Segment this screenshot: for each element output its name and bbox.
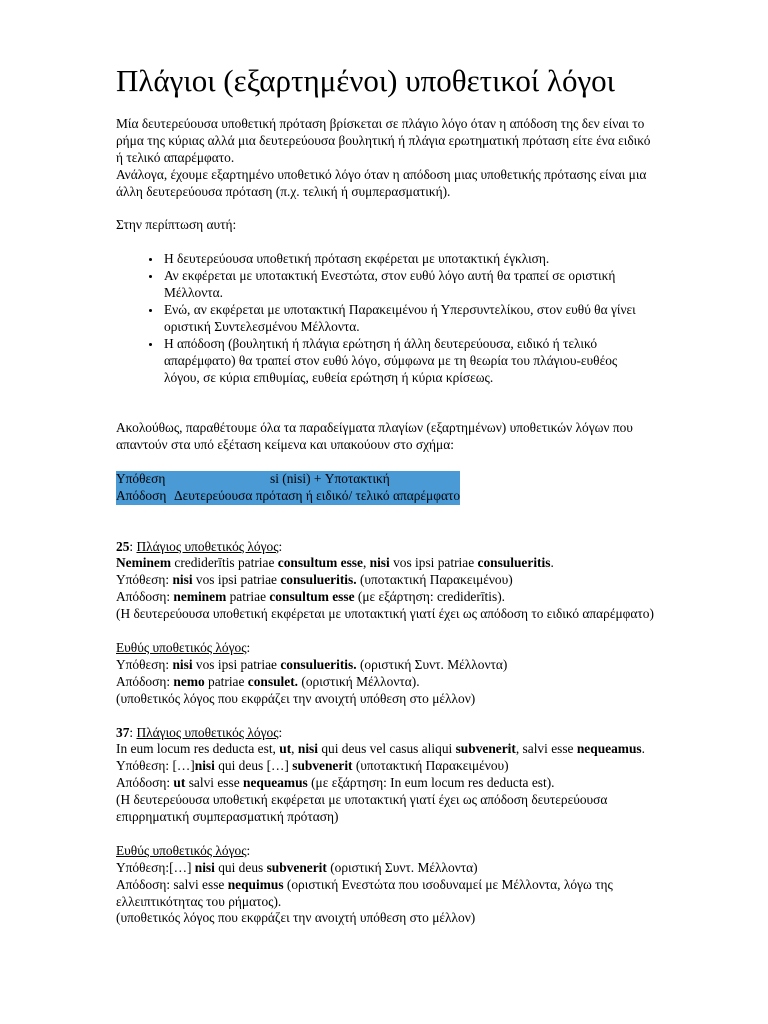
example-heading-text: Πλάγιος υποθετικός λόγος xyxy=(136,724,279,740)
latin-bold-term: nisi xyxy=(369,555,390,571)
example-text: (υποθετικός λόγος που εκφράζει την ανοιχτή υπόθεση στο μέλλον) xyxy=(116,910,476,926)
example-text: Υπόθεση:[…] xyxy=(116,859,195,875)
latin-bold-term: subvenerit xyxy=(455,741,516,757)
example-text: , xyxy=(362,555,370,571)
example-text: Απόδοση: xyxy=(116,673,174,689)
example-line xyxy=(116,691,656,708)
example-text: . xyxy=(641,741,645,757)
example-text: In eum locum res deducta est, xyxy=(116,741,280,757)
example-line xyxy=(116,555,656,572)
example-heading-colon: : xyxy=(278,538,283,554)
scheme-label: Απόδοση xyxy=(116,487,167,503)
spacer xyxy=(116,826,656,843)
example-heading xyxy=(116,539,656,556)
scheme-table xyxy=(116,471,460,505)
example-line xyxy=(116,572,656,589)
example-text: Υπόθεση: xyxy=(116,656,173,672)
latin-bold-term: nequeamus xyxy=(243,775,308,791)
example-heading xyxy=(116,843,656,860)
latin-bold-term: nisi xyxy=(194,859,215,875)
example-text: Απόδοση: xyxy=(116,775,174,791)
example-line xyxy=(116,758,656,775)
latin-bold-term: Neminem xyxy=(116,555,172,571)
rule-item: • Η δευτερεύουσα υποθετική πρόταση εκφέρεται με υποτακτική έγκλιση. xyxy=(162,251,656,268)
example-text: . xyxy=(550,555,554,571)
example-heading-colon: : xyxy=(246,640,251,655)
spacer xyxy=(116,234,656,251)
example-text: qui deus vel casus aliqui xyxy=(317,741,456,757)
scheme-value: si (nisi) + Υποτακτική xyxy=(270,470,390,486)
followup-paragraph: Ακολούθως, παραθέτουμε όλα τα παραδείγματα πλαγίων (εξαρτημένων) υποθετικών λόγων που απαντούν στα υπό εξέταση κείμενα και υπακούουν στο σχήμα: xyxy=(116,420,633,453)
example-text: crediderītis patriae xyxy=(171,555,278,571)
example-text: (οριστική Συντ. Μέλλοντα) xyxy=(356,656,508,672)
example-text: vos ipsi patriae xyxy=(192,572,281,588)
example-text: Υπόθεση: xyxy=(116,572,173,588)
example-line xyxy=(116,741,656,758)
example-text: salvi esse xyxy=(185,775,243,791)
spacer xyxy=(116,201,656,218)
example-line xyxy=(116,589,656,606)
latin-bold-term: nequimus xyxy=(227,876,284,892)
latin-bold-term: ut xyxy=(173,775,186,791)
example-number: 25 xyxy=(116,538,130,554)
example-text: (υποθετικός λόγος που εκφράζει την ανοιχτή υπόθεση στο μέλλον) xyxy=(116,690,476,706)
example-text: Υπόθεση: […] xyxy=(116,758,195,774)
example-number: 37 xyxy=(116,724,130,740)
scheme-row-hypothesis xyxy=(116,471,460,488)
example-line xyxy=(116,775,656,792)
latin-bold-term: consulet. xyxy=(247,673,299,689)
rule-item: • Ενώ, αν εκφέρεται με υποτακτική Παρακειμένου ή Υπερσυντελίκου, στον ευθύ θα γίνει οριστική Συντελεσμένου Μέλλοντα. xyxy=(162,302,656,336)
latin-bold-term: nisi xyxy=(297,741,318,757)
example-number-separator: : xyxy=(129,724,137,740)
latin-bold-term: consulueritis. xyxy=(280,656,357,672)
example-heading-colon: : xyxy=(246,842,251,858)
latin-bold-term: consulueritis xyxy=(477,555,551,571)
page-title: Πλάγιοι (εξαρτημένοι) υποθετικοί λόγοι xyxy=(116,63,616,98)
example-block xyxy=(116,843,656,928)
intro-paragraph-2: Ανάλογα, έχουμε εξαρτημένο υποθετικό λόγο όταν η απόδοση μιας υποθετικής πρότασης είναι μια άλλη δευτερεύουσα πρόταση (π.χ. τελική ή συμπερασματική). xyxy=(116,166,647,199)
latin-bold-term: nisi xyxy=(172,572,193,588)
example-text: (οριστική Συντ. Μέλλοντα) xyxy=(326,859,478,875)
example-block xyxy=(116,725,656,826)
example-line xyxy=(116,877,656,911)
example-text: Απόδοση: salvi esse xyxy=(116,876,228,892)
latin-bold-term: subvenerit xyxy=(266,859,327,875)
example-text: (Η δευτερεύουσα υποθετική εκφέρεται με υποτακτική γιατί έχει ως απόδοση το ειδικό απαρέμφατο) xyxy=(116,606,654,622)
example-text: qui deus xyxy=(214,859,267,875)
example-line xyxy=(116,860,656,877)
example-text: (οριστική Ενεστώτα που ισοδυναμεί με Μέλλοντα, λόγω της ελλειπτικότητας του ρήματος). xyxy=(116,876,613,909)
rule-item: • Αν εκφέρεται με υποτακτική Ενεστώτα, στον ευθύ λόγο αυτή θα τραπεί σε οριστική Μέλλοντα. xyxy=(162,268,656,302)
example-line xyxy=(116,657,656,674)
example-text: patriae xyxy=(204,673,248,689)
latin-bold-term: subvenerit xyxy=(292,758,353,774)
example-block xyxy=(116,640,656,708)
intro-paragraph-3: Στην περίπτωση αυτή: xyxy=(116,217,237,233)
scheme-value: Δευτερεύουσα πρόταση ή ειδικό/ τελικό απαρέμφατο xyxy=(174,487,461,503)
latin-bold-term: consultum esse xyxy=(277,555,363,571)
spacer xyxy=(116,708,656,725)
example-line xyxy=(116,674,656,691)
example-heading xyxy=(116,640,656,657)
spacer xyxy=(116,386,656,420)
example-number-separator: : xyxy=(129,538,137,554)
spacer xyxy=(116,454,656,471)
example-text: Απόδοση: xyxy=(116,589,174,605)
example-text: , salvi esse xyxy=(515,741,577,757)
example-heading-text: Πλάγιος υποθετικός λόγος xyxy=(136,538,279,554)
example-text: (οριστική Μέλλοντα). xyxy=(298,673,420,689)
latin-bold-term: nemo xyxy=(173,673,205,689)
example-text: , xyxy=(291,741,298,757)
example-text: (υποτακτική Παρακειμένου) xyxy=(352,758,509,774)
example-block xyxy=(116,539,656,624)
latin-bold-term: ut xyxy=(279,741,292,757)
latin-bold-term: nequeamus xyxy=(576,741,642,757)
example-heading-colon: : xyxy=(278,724,283,740)
example-text: (υποτακτική Παρακειμένου) xyxy=(356,572,513,588)
rules-list xyxy=(116,251,656,386)
latin-bold-term: neminem xyxy=(173,589,227,605)
latin-bold-term: consulueritis. xyxy=(280,572,357,588)
scheme-row-apodosis xyxy=(116,488,460,505)
spacer xyxy=(116,623,656,640)
example-text: (με εξάρτηση: crediderītis). xyxy=(354,589,506,605)
example-line xyxy=(116,606,656,623)
document-page xyxy=(116,62,656,927)
example-text: vos ipsi patriae xyxy=(192,656,281,672)
example-heading-text: Ευθύς υποθετικός λόγος xyxy=(116,640,247,655)
example-text: vos ipsi patriae xyxy=(389,555,478,571)
example-heading-text: Ευθύς υποθετικός λόγος xyxy=(116,842,247,858)
scheme-spacer-cell xyxy=(174,471,270,488)
spacer xyxy=(116,505,656,539)
example-text: qui deus […] xyxy=(214,758,293,774)
examples-section xyxy=(116,539,656,928)
rule-item: • Η απόδοση (βουλητική ή πλάγια ερώτηση ή άλλη δευτερεύουσα, ειδικό ή τελικό απαρέμφατο) θα τραπεί στον ευθύ λόγο, σύμφωνα με τη θεωρία του πλάγιου-ευθέος λόγου, σε κύρια επιθυμίας, ευθεία ερώτηση ή κύρια κρίσεως. xyxy=(162,336,656,387)
example-line xyxy=(116,792,656,826)
example-text: (με εξάρτηση: In eum locum res deducta est). xyxy=(307,775,555,791)
latin-bold-term: consultum esse xyxy=(269,589,355,605)
latin-bold-term: nisi xyxy=(172,656,193,672)
intro-paragraph-1: Μία δευτερεύουσα υποθετική πρόταση βρίσκεται σε πλάγιο λόγο όταν η απόδοση της δεν είναι το ρήμα της κύριας αλλά μια δευτερεύουσα βουλητική ή πλάγια ερωτηματική πρόταση είτε ένα ειδικό ή τελικό απαρέμφατο. xyxy=(116,116,651,165)
example-text: patriae xyxy=(226,589,270,605)
example-line xyxy=(116,910,656,927)
example-heading xyxy=(116,725,656,742)
scheme-label: Υπόθεση xyxy=(116,470,166,486)
latin-bold-term: nisi xyxy=(194,758,215,774)
example-text: (Η δευτερεύουσα υποθετική εκφέρεται με υποτακτική γιατί έχει ως απόδοση δευτερεύουσα επιρρηματική συμπερασματική πρόταση) xyxy=(116,792,608,825)
